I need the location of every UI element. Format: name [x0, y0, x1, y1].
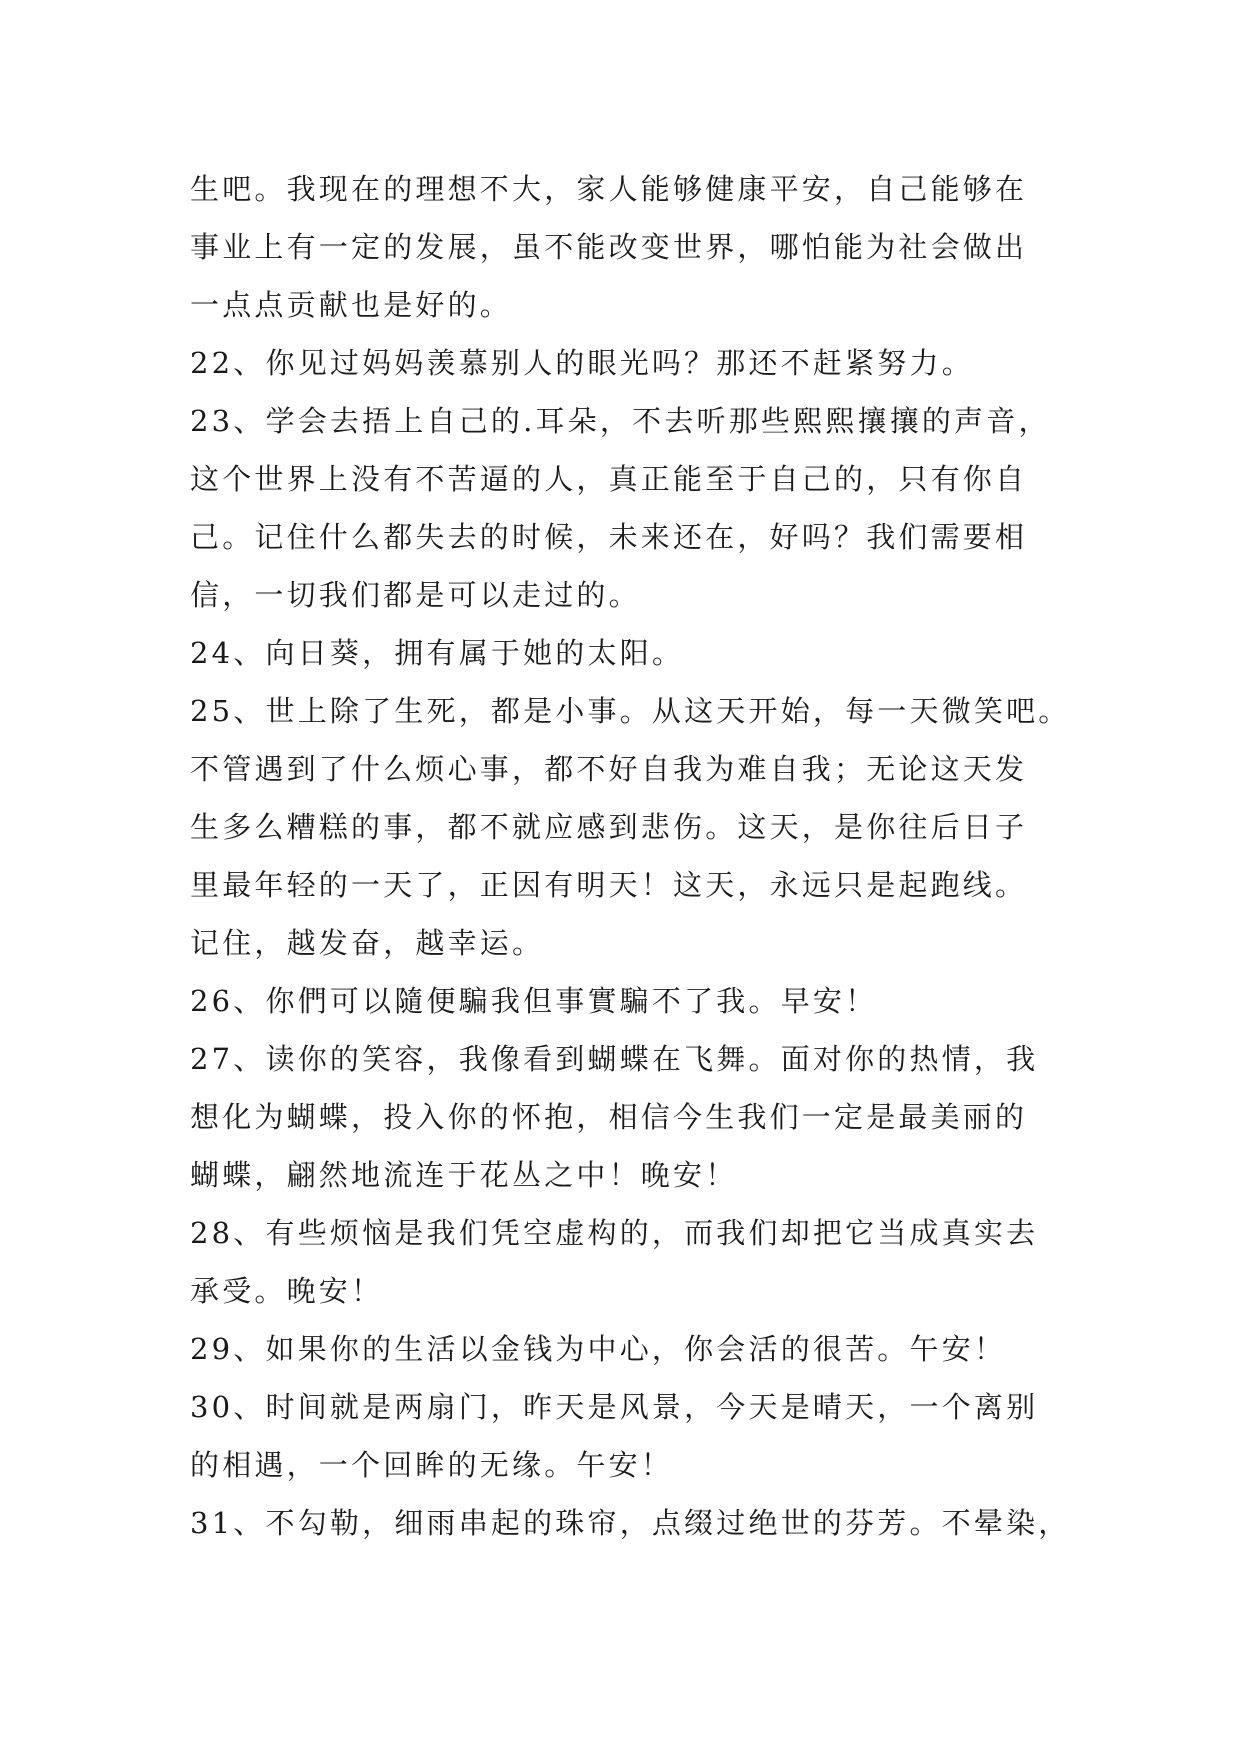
text-line: 里最年轻的一天了，正因有明天！这天，永远只是起跑线。 — [190, 868, 1028, 902]
text-line: 己。记住什么都失去的时候，未来还在，好吗？我们需要相 — [190, 520, 1028, 554]
text-line: 承受。晚安！ — [190, 1274, 384, 1308]
text-line: 22、你见过妈妈羡慕别人的眼光吗？那还不赶紧努力。 — [190, 346, 974, 380]
text-line: 29、如果你的生活以金钱为中心，你会活的很苦。午安！ — [190, 1332, 1007, 1366]
text-line: 这个世界上没有不苦逼的人，真正能至于自己的，只有你自 — [190, 462, 1028, 496]
text-line: 27、读你的笑容，我像看到蝴蝶在飞舞。面对你的热情，我 — [190, 1042, 1039, 1076]
text-line: 25、世上除了生死，都是小事。从这天开始，每一天微笑吧。 — [190, 694, 1071, 728]
document-body — [190, 160, 1070, 1552]
text-line: 不管遇到了什么烦心事，都不好自我为难自我；无论这天发 — [190, 752, 1028, 786]
text-line: 31、不勾勒，细雨串起的珠帘，点缀过绝世的芬芳。不晕染， — [190, 1506, 1071, 1540]
text-line: 蝴蝶，翩然地流连于花丛之中！晚安！ — [190, 1158, 738, 1192]
text-line: 23、学会去捂上自己的.耳朵，不去听那些熙熙攘攘的声音， — [190, 404, 1051, 438]
text-line: 30、时间就是两扇门，昨天是风景，今天是晴天，一个离别 — [190, 1390, 1039, 1424]
text-line: 26、你們可以隨便騙我但事實騙不了我。早安！ — [190, 984, 878, 1018]
text-line: 一点点贡献也是好的。 — [190, 288, 513, 322]
text-line: 的相遇，一个回眸的无缘。午安！ — [190, 1448, 674, 1482]
text-line: 事业上有一定的发展，虽不能改变世界，哪怕能为社会做出 — [190, 230, 1028, 264]
text-line: 生多么糟糕的事，都不就应感到悲伤。这天，是你往后日子 — [190, 810, 1028, 844]
text-line: 28、有些烦恼是我们凭空虚构的，而我们却把它当成真实去 — [190, 1216, 1039, 1250]
text-line: 24、向日葵，拥有属于她的太阳。 — [190, 636, 685, 670]
text-line: 生吧。我现在的理想不大，家人能够健康平安，自己能够在 — [190, 172, 1028, 206]
text-line: 信，一切我们都是可以走过的。 — [190, 578, 641, 612]
text-line: 想化为蝴蝶，投入你的怀抱，相信今生我们一定是最美丽的 — [190, 1100, 1028, 1134]
text-line: 记住，越发奋，越幸运。 — [190, 926, 545, 960]
